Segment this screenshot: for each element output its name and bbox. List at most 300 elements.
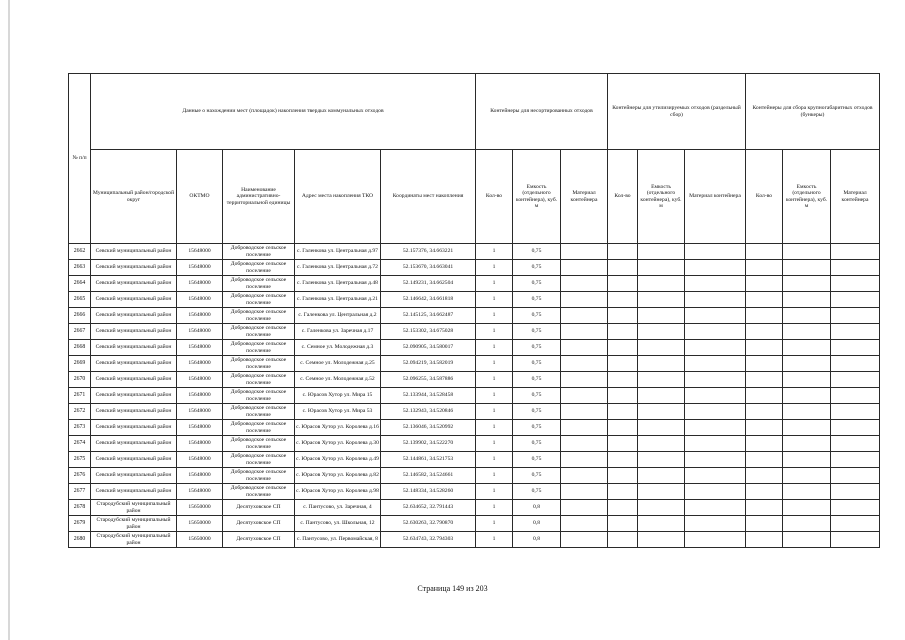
cell-oktmo: 15648000 bbox=[177, 308, 223, 324]
cell-settlement: Доброводское сельское поселение bbox=[223, 420, 295, 436]
cell-address: с. Юрасов Хутор ул. Королева д.16 bbox=[295, 420, 381, 436]
cell-district: Севский муниципальный район bbox=[91, 276, 177, 292]
cell-empty bbox=[608, 404, 638, 420]
cell-empty bbox=[746, 260, 783, 276]
cell-coords: 52.153670, 34.663041 bbox=[381, 260, 476, 276]
cell-settlement: Доброводское сельское поселение bbox=[223, 340, 295, 356]
cell-empty bbox=[831, 484, 880, 500]
cell-empty bbox=[746, 324, 783, 340]
cell-empty bbox=[608, 484, 638, 500]
cell-address: с. Семное ул. Молодежная д.52 bbox=[295, 372, 381, 388]
cell-address: с. Пантусово, ул. Заречная, 4 bbox=[295, 500, 381, 516]
cell-empty bbox=[685, 324, 746, 340]
table-row bbox=[69, 404, 880, 420]
cell-empty bbox=[638, 452, 685, 468]
cell-oktmo: 15648000 bbox=[177, 436, 223, 452]
cell-empty bbox=[685, 276, 746, 292]
cell-count: 1 bbox=[476, 276, 513, 292]
cell-empty bbox=[608, 356, 638, 372]
header-num: № п/п bbox=[69, 74, 91, 244]
cell-oktmo: 15648000 bbox=[177, 404, 223, 420]
row-number: 2669 bbox=[69, 356, 91, 372]
cell-empty bbox=[746, 468, 783, 484]
cell-oktmo: 15650000 bbox=[177, 516, 223, 532]
header-count: Кол-во bbox=[746, 150, 783, 244]
cell-empty bbox=[608, 420, 638, 436]
cell-district: Севский муниципальный район bbox=[91, 260, 177, 276]
table-row bbox=[69, 484, 880, 500]
cell-count: 1 bbox=[476, 340, 513, 356]
cell-empty bbox=[561, 340, 608, 356]
cell-count: 1 bbox=[476, 500, 513, 516]
cell-empty bbox=[746, 452, 783, 468]
cell-empty bbox=[746, 388, 783, 404]
cell-empty bbox=[685, 532, 746, 548]
cell-empty bbox=[831, 292, 880, 308]
cell-empty bbox=[638, 340, 685, 356]
cell-empty bbox=[608, 372, 638, 388]
cell-empty bbox=[831, 436, 880, 452]
cell-empty bbox=[783, 244, 831, 260]
cell-count: 1 bbox=[476, 484, 513, 500]
cell-address: с. Семное ул. Молодежная д.3 bbox=[295, 340, 381, 356]
cell-count: 1 bbox=[476, 372, 513, 388]
cell-empty bbox=[685, 244, 746, 260]
cell-empty bbox=[746, 276, 783, 292]
cell-district: Севский муниципальный район bbox=[91, 308, 177, 324]
header-count: Кол-во bbox=[608, 150, 638, 244]
cell-oktmo: 15648000 bbox=[177, 260, 223, 276]
cell-capacity: 0,75 bbox=[513, 292, 561, 308]
cell-oktmo: 15648000 bbox=[177, 388, 223, 404]
cell-coords: 52.144861, 34.521753 bbox=[381, 452, 476, 468]
cell-oktmo: 15648000 bbox=[177, 372, 223, 388]
cell-empty bbox=[608, 468, 638, 484]
cell-empty bbox=[561, 516, 608, 532]
header-coords: Координаты мест накопления bbox=[381, 150, 476, 244]
row-number: 2663 bbox=[69, 260, 91, 276]
cell-coords: 52.146582, 34.524661 bbox=[381, 468, 476, 484]
cell-coords: 52.146642, 34.661818 bbox=[381, 292, 476, 308]
cell-empty bbox=[831, 516, 880, 532]
cell-oktmo: 15648000 bbox=[177, 420, 223, 436]
cell-empty bbox=[746, 436, 783, 452]
cell-empty bbox=[831, 308, 880, 324]
cell-oktmo: 15650000 bbox=[177, 532, 223, 548]
cell-coords: 52.630263, 32.790870 bbox=[381, 516, 476, 532]
cell-empty bbox=[746, 500, 783, 516]
header-district: Муниципальный район/городской округ bbox=[91, 150, 177, 244]
cell-capacity: 0,75 bbox=[513, 436, 561, 452]
cell-capacity: 0,75 bbox=[513, 324, 561, 340]
cell-empty bbox=[638, 420, 685, 436]
cell-empty bbox=[746, 292, 783, 308]
cell-settlement: Доброводское сельское поселение bbox=[223, 452, 295, 468]
cell-empty bbox=[561, 276, 608, 292]
cell-empty bbox=[638, 372, 685, 388]
cell-empty bbox=[608, 532, 638, 548]
cell-count: 1 bbox=[476, 324, 513, 340]
cell-empty bbox=[685, 292, 746, 308]
cell-empty bbox=[685, 516, 746, 532]
cell-district: Севский муниципальный район bbox=[91, 452, 177, 468]
cell-capacity: 0,75 bbox=[513, 452, 561, 468]
cell-empty bbox=[685, 388, 746, 404]
cell-empty bbox=[783, 532, 831, 548]
cell-coords: 52.132943, 34.520846 bbox=[381, 404, 476, 420]
header-count: Кол-во bbox=[476, 150, 513, 244]
cell-capacity: 0,75 bbox=[513, 276, 561, 292]
header-material: Материал контейнера bbox=[561, 150, 608, 244]
cell-empty bbox=[783, 260, 831, 276]
cell-count: 1 bbox=[476, 308, 513, 324]
table-row bbox=[69, 372, 880, 388]
cell-settlement: Доброводское сельское поселение bbox=[223, 260, 295, 276]
table-row bbox=[69, 452, 880, 468]
cell-settlement: Десятуховское СП bbox=[223, 516, 295, 532]
cell-address: с. Юрасов Хутор ул. Королева д.82 bbox=[295, 468, 381, 484]
cell-address: с. Юрасов Хутор ул. Мира 15 bbox=[295, 388, 381, 404]
cell-coords: 52.149231, 34.662504 bbox=[381, 276, 476, 292]
cell-empty bbox=[685, 340, 746, 356]
cell-empty bbox=[608, 516, 638, 532]
cell-empty bbox=[783, 276, 831, 292]
cell-empty bbox=[783, 404, 831, 420]
row-number: 2670 bbox=[69, 372, 91, 388]
cell-capacity: 0,75 bbox=[513, 340, 561, 356]
cell-empty bbox=[561, 308, 608, 324]
cell-empty bbox=[746, 532, 783, 548]
header-capacity: Емкость (отдельного контейнера), куб. м bbox=[513, 150, 561, 244]
cell-empty bbox=[783, 500, 831, 516]
cell-oktmo: 15648000 bbox=[177, 356, 223, 372]
cell-empty bbox=[561, 404, 608, 420]
cell-empty bbox=[685, 404, 746, 420]
cell-oktmo: 15648000 bbox=[177, 484, 223, 500]
cell-empty bbox=[638, 324, 685, 340]
cell-empty bbox=[638, 356, 685, 372]
cell-empty bbox=[608, 292, 638, 308]
cell-empty bbox=[783, 436, 831, 452]
header-sorted-group: Контейнеры для утилизируемых отходов (раздельный сбор) bbox=[608, 74, 746, 150]
cell-empty bbox=[608, 324, 638, 340]
cell-settlement: Доброводское сельское поселение bbox=[223, 244, 295, 260]
cell-empty bbox=[561, 452, 608, 468]
header-material: Материал контейнера bbox=[685, 150, 746, 244]
cell-empty bbox=[561, 388, 608, 404]
cell-empty bbox=[831, 340, 880, 356]
header-material: Материал контейнера bbox=[831, 150, 880, 244]
cell-empty bbox=[608, 452, 638, 468]
cell-count: 1 bbox=[476, 404, 513, 420]
row-number: 2673 bbox=[69, 420, 91, 436]
table-row bbox=[69, 420, 880, 436]
cell-empty bbox=[608, 388, 638, 404]
table-row bbox=[69, 324, 880, 340]
cell-address: с. Галенкова ул. Центральная д.97 bbox=[295, 244, 381, 260]
cell-capacity: 0,75 bbox=[513, 404, 561, 420]
cell-oktmo: 15650000 bbox=[177, 500, 223, 516]
page-label: Страница bbox=[417, 584, 451, 593]
cell-empty bbox=[638, 436, 685, 452]
cell-empty bbox=[561, 244, 608, 260]
cell-settlement: Доброводское сельское поселение bbox=[223, 404, 295, 420]
cell-count: 1 bbox=[476, 516, 513, 532]
cell-count: 1 bbox=[476, 420, 513, 436]
cell-empty bbox=[783, 388, 831, 404]
cell-count: 1 bbox=[476, 244, 513, 260]
cell-empty bbox=[831, 420, 880, 436]
cell-empty bbox=[783, 484, 831, 500]
row-number: 2677 bbox=[69, 484, 91, 500]
cell-coords: 52.145125, 34.662487 bbox=[381, 308, 476, 324]
cell-capacity: 0,75 bbox=[513, 356, 561, 372]
cell-empty bbox=[638, 260, 685, 276]
cell-empty bbox=[831, 356, 880, 372]
row-number: 2672 bbox=[69, 404, 91, 420]
row-number: 2668 bbox=[69, 340, 91, 356]
cell-count: 1 bbox=[476, 388, 513, 404]
cell-empty bbox=[685, 484, 746, 500]
table-row bbox=[69, 340, 880, 356]
cell-count: 1 bbox=[476, 436, 513, 452]
cell-empty bbox=[746, 484, 783, 500]
cell-empty bbox=[685, 308, 746, 324]
cell-empty bbox=[608, 308, 638, 324]
cell-district: Севский муниципальный район bbox=[91, 388, 177, 404]
cell-empty bbox=[746, 340, 783, 356]
row-number: 2678 bbox=[69, 500, 91, 516]
cell-empty bbox=[638, 388, 685, 404]
cell-empty bbox=[685, 420, 746, 436]
cell-settlement: Доброводское сельское поселение bbox=[223, 388, 295, 404]
cell-empty bbox=[561, 532, 608, 548]
header-bulky-group: Контейнеры для сбора крупногабаритных отходов (бункеры) bbox=[746, 74, 880, 150]
row-number: 2664 bbox=[69, 276, 91, 292]
row-number: 2662 bbox=[69, 244, 91, 260]
cell-empty bbox=[831, 260, 880, 276]
cell-empty bbox=[561, 500, 608, 516]
cell-capacity: 0,8 bbox=[513, 516, 561, 532]
cell-district: Стародубский муниципальный район bbox=[91, 532, 177, 548]
cell-capacity: 0,8 bbox=[513, 532, 561, 548]
cell-empty bbox=[746, 308, 783, 324]
cell-coords: 52.094219, 34.582019 bbox=[381, 356, 476, 372]
cell-oktmo: 15648000 bbox=[177, 340, 223, 356]
cell-district: Стародубский муниципальный район bbox=[91, 516, 177, 532]
cell-empty bbox=[638, 292, 685, 308]
cell-coords: 52.153302, 34.675028 bbox=[381, 324, 476, 340]
table-row bbox=[69, 276, 880, 292]
cell-settlement: Десятуховское СП bbox=[223, 532, 295, 548]
cell-address: с. Юрасов Хутор ул. Королева д.30 bbox=[295, 436, 381, 452]
cell-empty bbox=[783, 292, 831, 308]
cell-empty bbox=[685, 468, 746, 484]
cell-empty bbox=[783, 340, 831, 356]
cell-empty bbox=[783, 356, 831, 372]
cell-district: Севский муниципальный район bbox=[91, 324, 177, 340]
cell-empty bbox=[638, 516, 685, 532]
cell-empty bbox=[783, 516, 831, 532]
cell-empty bbox=[831, 500, 880, 516]
cell-count: 1 bbox=[476, 260, 513, 276]
row-number: 2675 bbox=[69, 452, 91, 468]
cell-address: с. Пантусово, ул. Школьная, 12 bbox=[295, 516, 381, 532]
cell-empty bbox=[638, 468, 685, 484]
cell-settlement: Доброводское сельское поселение bbox=[223, 324, 295, 340]
cell-address: с. Галенкова ул. Центральная д.2 bbox=[295, 308, 381, 324]
cell-coords: 52.634743, 32.794303 bbox=[381, 532, 476, 548]
cell-district: Севский муниципальный район bbox=[91, 292, 177, 308]
cell-empty bbox=[561, 356, 608, 372]
cell-empty bbox=[783, 308, 831, 324]
cell-empty bbox=[561, 468, 608, 484]
cell-settlement: Доброводское сельское поселение bbox=[223, 292, 295, 308]
row-number: 2680 bbox=[69, 532, 91, 548]
cell-empty bbox=[638, 308, 685, 324]
cell-oktmo: 15648000 bbox=[177, 244, 223, 260]
table-row bbox=[69, 292, 880, 308]
cell-empty bbox=[685, 260, 746, 276]
cell-capacity: 0,75 bbox=[513, 308, 561, 324]
cell-empty bbox=[746, 244, 783, 260]
cell-empty bbox=[746, 404, 783, 420]
cell-empty bbox=[608, 436, 638, 452]
page-total: 203 bbox=[475, 584, 488, 593]
cell-empty bbox=[783, 452, 831, 468]
cell-count: 1 bbox=[476, 356, 513, 372]
row-number: 2676 bbox=[69, 468, 91, 484]
cell-empty bbox=[561, 324, 608, 340]
cell-oktmo: 15648000 bbox=[177, 452, 223, 468]
table-row bbox=[69, 308, 880, 324]
cell-empty bbox=[561, 484, 608, 500]
waste-sites-table bbox=[68, 73, 880, 548]
cell-oktmo: 15648000 bbox=[177, 468, 223, 484]
cell-count: 1 bbox=[476, 532, 513, 548]
cell-district: Севский муниципальный район bbox=[91, 356, 177, 372]
cell-settlement: Доброводское сельское поселение bbox=[223, 308, 295, 324]
cell-empty bbox=[831, 276, 880, 292]
table-row bbox=[69, 388, 880, 404]
cell-empty bbox=[831, 324, 880, 340]
cell-coords: 52.090905, 34.580017 bbox=[381, 340, 476, 356]
table-body bbox=[69, 244, 880, 548]
cell-oktmo: 15648000 bbox=[177, 292, 223, 308]
cell-empty bbox=[783, 420, 831, 436]
cell-empty bbox=[746, 420, 783, 436]
row-number: 2679 bbox=[69, 516, 91, 532]
cell-empty bbox=[638, 244, 685, 260]
cell-settlement: Доброводское сельское поселение bbox=[223, 468, 295, 484]
cell-district: Севский муниципальный район bbox=[91, 372, 177, 388]
cell-coords: 52.148334, 34.528260 bbox=[381, 484, 476, 500]
cell-coords: 52.139902, 34.522270 bbox=[381, 436, 476, 452]
cell-empty bbox=[746, 372, 783, 388]
cell-district: Севский муниципальный район bbox=[91, 420, 177, 436]
scan-edge bbox=[8, 0, 10, 640]
cell-empty bbox=[608, 276, 638, 292]
cell-address: с. Юрасов Хутор ул. Мира 53 bbox=[295, 404, 381, 420]
cell-empty bbox=[638, 276, 685, 292]
cell-settlement: Доброводское сельское поселение bbox=[223, 356, 295, 372]
cell-empty bbox=[608, 340, 638, 356]
cell-capacity: 0,75 bbox=[513, 260, 561, 276]
header-oktmo: ОКТМО bbox=[177, 150, 223, 244]
cell-empty bbox=[783, 324, 831, 340]
cell-address: с. Галенкова ул. Центральная д.48 bbox=[295, 276, 381, 292]
cell-empty bbox=[561, 436, 608, 452]
header-capacity: Емкость (отдельного контейнера), куб. м bbox=[783, 150, 831, 244]
cell-empty bbox=[685, 500, 746, 516]
table-row bbox=[69, 244, 880, 260]
cell-coords: 52.096255, 34.587886 bbox=[381, 372, 476, 388]
row-number: 2674 bbox=[69, 436, 91, 452]
cell-coords: 52.133944, 34.528458 bbox=[381, 388, 476, 404]
cell-empty bbox=[561, 260, 608, 276]
cell-capacity: 0,75 bbox=[513, 484, 561, 500]
cell-coords: 52.136046, 34.520992 bbox=[381, 420, 476, 436]
cell-settlement: Доброводское сельское поселение bbox=[223, 276, 295, 292]
header-address: Адрес места накопления ТКО bbox=[295, 150, 381, 244]
cell-capacity: 0,75 bbox=[513, 372, 561, 388]
page-footer bbox=[0, 584, 905, 593]
cell-empty bbox=[685, 372, 746, 388]
cell-address: с. Пантусово, ул. Первомайская, 8 bbox=[295, 532, 381, 548]
cell-empty bbox=[638, 500, 685, 516]
cell-empty bbox=[685, 356, 746, 372]
cell-empty bbox=[608, 244, 638, 260]
cell-district: Севский муниципальный район bbox=[91, 244, 177, 260]
cell-empty bbox=[561, 420, 608, 436]
cell-district: Севский муниципальный район bbox=[91, 484, 177, 500]
row-number: 2666 bbox=[69, 308, 91, 324]
cell-empty bbox=[831, 244, 880, 260]
cell-empty bbox=[831, 388, 880, 404]
cell-empty bbox=[783, 468, 831, 484]
page-of-label: из bbox=[466, 584, 474, 593]
cell-empty bbox=[608, 500, 638, 516]
cell-capacity: 0,75 bbox=[513, 388, 561, 404]
cell-capacity: 0,75 bbox=[513, 468, 561, 484]
cell-empty bbox=[638, 532, 685, 548]
cell-district: Севский муниципальный район bbox=[91, 404, 177, 420]
cell-count: 1 bbox=[476, 452, 513, 468]
cell-settlement: Доброводское сельское поселение bbox=[223, 484, 295, 500]
cell-empty bbox=[831, 372, 880, 388]
table-row bbox=[69, 356, 880, 372]
cell-coords: 52.157376, 34.663221 bbox=[381, 244, 476, 260]
cell-district: Стародубский муниципальный район bbox=[91, 500, 177, 516]
cell-district: Севский муниципальный район bbox=[91, 340, 177, 356]
cell-address: с. Юрасов Хутор ул. Королева д.98 bbox=[295, 484, 381, 500]
cell-empty bbox=[685, 452, 746, 468]
table-row bbox=[69, 260, 880, 276]
table-row bbox=[69, 516, 880, 532]
header-unsorted-group: Контейнеры для несортированных отходов bbox=[476, 74, 608, 150]
cell-empty bbox=[831, 532, 880, 548]
cell-empty bbox=[638, 404, 685, 420]
cell-empty bbox=[831, 404, 880, 420]
cell-district: Севский муниципальный район bbox=[91, 436, 177, 452]
cell-settlement: Десятуховское СП bbox=[223, 500, 295, 516]
table-row bbox=[69, 500, 880, 516]
cell-address: с. Галенкова ул. Центральная д.21 bbox=[295, 292, 381, 308]
table-row bbox=[69, 532, 880, 548]
cell-count: 1 bbox=[476, 292, 513, 308]
cell-empty bbox=[685, 436, 746, 452]
cell-capacity: 0,75 bbox=[513, 420, 561, 436]
